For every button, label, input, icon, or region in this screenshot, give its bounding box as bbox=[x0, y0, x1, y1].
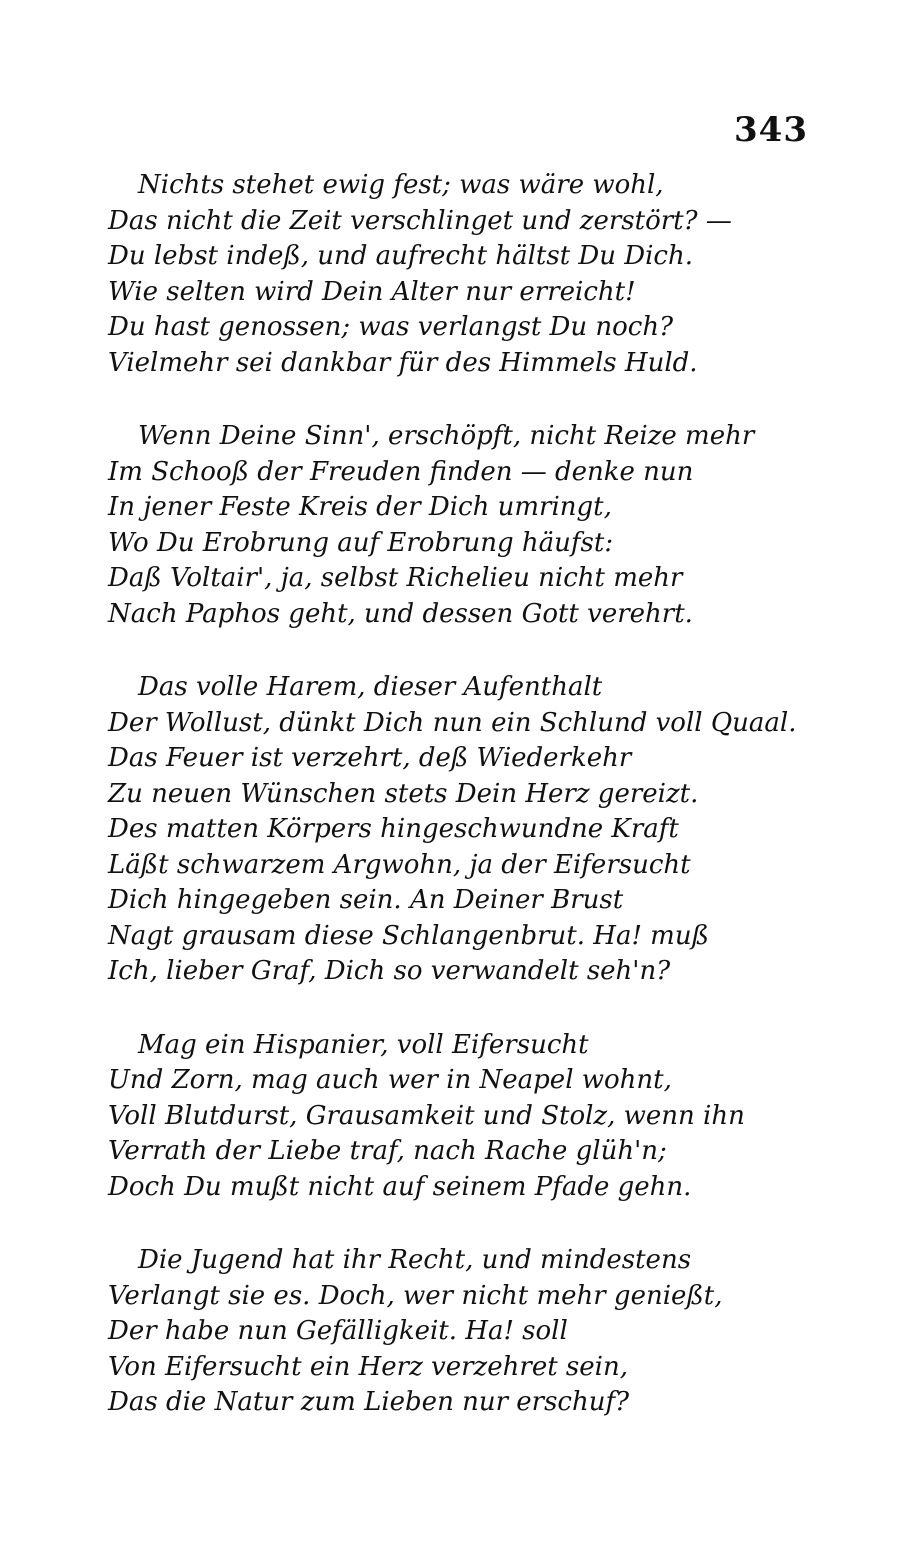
poem-line: Und Zorn, mag auch wer in Neapel wohnt, bbox=[108, 1065, 672, 1095]
stanza-4 bbox=[108, 1028, 808, 1206]
poem-line: Das die Natur zum Lieben nur erschuf? bbox=[108, 1387, 630, 1417]
poem-line: Mag ein Hispanier, voll Eifersucht bbox=[138, 1029, 589, 1060]
poem-line: Nach Paphos geht, und dessen Gott verehrt. bbox=[108, 598, 693, 629]
poem-line: Voll Blutdurst, Grausamkeit und Stolz, wenn ihn bbox=[108, 1100, 745, 1131]
poem-line: Das Feuer ist verzehrt, deß Wiederkehr bbox=[108, 743, 632, 773]
poem-line: Das nicht die Zeit verschlinget und zerstört? — bbox=[108, 205, 732, 236]
poem-line: Wenn Deine Sinn', erschöpft, nicht Reize mehr bbox=[138, 421, 755, 451]
poem-line: Der habe nun Gefälligkeit. Ha! soll bbox=[108, 1316, 568, 1346]
poem-line: Des matten Körpers hingeschwundne Kraft bbox=[108, 814, 679, 844]
poem-line: Du lebst indeß, und aufrecht hältst Du Dich. bbox=[108, 241, 693, 271]
poem-line: In jener Feste Kreis der Dich umringt, bbox=[108, 492, 612, 522]
stanza-2 bbox=[108, 419, 808, 632]
poem-line: Nagt grausam diese Schlangenbrut. Ha! muß bbox=[108, 920, 709, 951]
poem-line: Daß Voltair', ja, selbst Richelieu nicht mehr bbox=[108, 563, 683, 593]
poem bbox=[108, 168, 808, 1459]
poem-line: Wie selten wird Dein Alter nur erreicht! bbox=[108, 276, 636, 307]
poem-line: Der Wollust, dünkt Dich nun ein Schlund voll Quaal. bbox=[108, 707, 797, 738]
poem-line: Doch Du mußt nicht auf seinem Pfade gehn. bbox=[108, 1171, 692, 1202]
poem-line: Dich hingegeben sein. An Deiner Brust bbox=[108, 885, 624, 915]
poem-line: Im Schooß der Freuden finden — denke nun bbox=[108, 456, 694, 487]
poem-line: Ich, lieber Graf, Dich so verwandelt seh'n? bbox=[108, 956, 671, 986]
poem-line: Die Jugend hat ihr Recht, und mindestens bbox=[138, 1245, 692, 1275]
poem-line: Das volle Harem, dieser Aufenthalt bbox=[138, 672, 603, 702]
poem-line: Vielmehr sei dankbar für des Himmels Huld. bbox=[108, 347, 698, 378]
stanza-3 bbox=[108, 670, 808, 990]
poem-line: Zu neuen Wünschen stets Dein Herz gereizt. bbox=[108, 778, 699, 809]
poem-line: Verlangt sie es. Doch, wer nicht mehr genießt, bbox=[108, 1280, 723, 1311]
poem-line: Von Eifersucht ein Herz verzehret sein, bbox=[108, 1351, 628, 1382]
stanza-1 bbox=[108, 168, 808, 381]
stanza-5 bbox=[108, 1243, 808, 1421]
poem-line: Wo Du Erobrung auf Erobrung häufst: bbox=[108, 527, 614, 558]
poem-line: Nichts stehet ewig fest; was wäre wohl, bbox=[138, 170, 664, 200]
poem-line: Du hast genossen; was verlangst Du noch? bbox=[108, 312, 674, 342]
page-number: 343 bbox=[734, 110, 808, 150]
poem-line: Läßt schwarzem Argwohn, ja der Eifersucht bbox=[108, 849, 691, 880]
poem-line: Verrath der Liebe traf, nach Rache glüh'n; bbox=[108, 1136, 667, 1166]
